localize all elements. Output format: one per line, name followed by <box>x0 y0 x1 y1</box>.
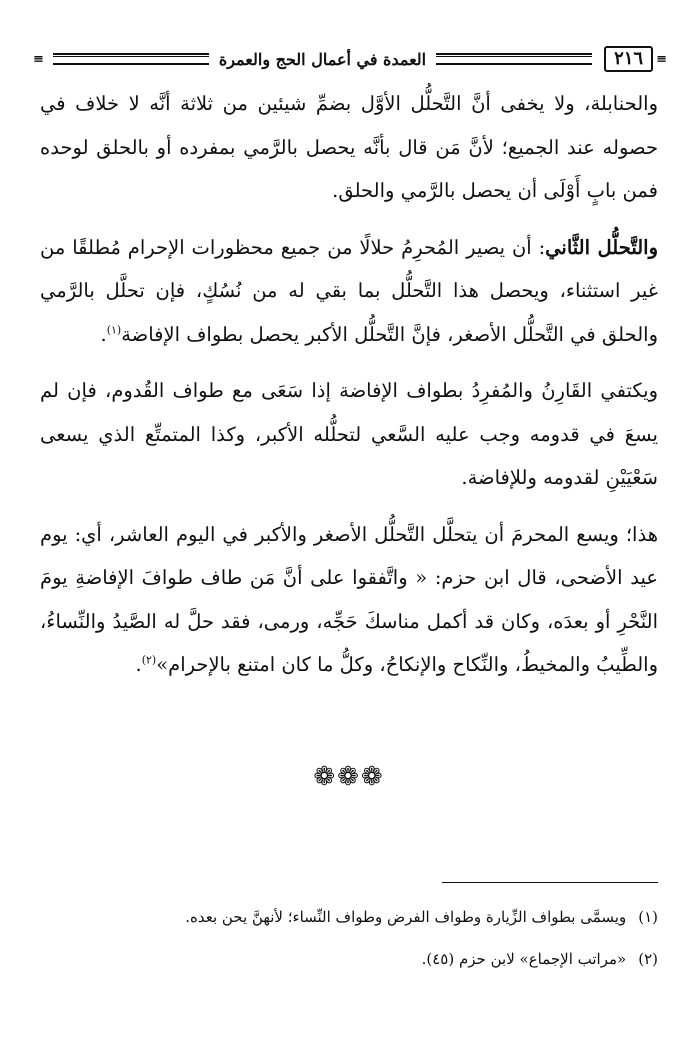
footnote-number: (١) <box>638 908 658 926</box>
paragraph-lead: والتَّحلُّل الثَّاني <box>545 235 658 259</box>
page-number: ٢١٦ <box>604 46 653 72</box>
paragraph <box>40 513 658 687</box>
header-rule-left <box>53 53 209 65</box>
footnote <box>40 896 658 938</box>
header-right-cap: ≡ <box>656 51 667 67</box>
paragraph-text: والحنابلة، ولا يخفى أنَّ التَّحلُّل الأوَّل بضمِّ شيئين من ثلاثة أنَّه لا خلاف في حصوله عند الجميع؛ لأنَّ مَن قال بأنَّه يحصل بالرَّمي بمفرده أو بالحلق لوحده فمن بابٍ أَوْلَى أن يحصل بالرَّمي والحلق. <box>40 92 658 202</box>
footnote-text: ويسمَّى بطواف الزِّيارة وطواف الفرض وطواف النِّساء؛ لأنهنَّ يحن بعده. <box>185 908 627 926</box>
running-title: العمدة في أعمال الحج والعمرة <box>218 49 427 69</box>
footnote-ref[interactable]: (١) <box>106 323 122 336</box>
section-ornament: ❁❁❁ <box>313 762 385 792</box>
paragraph <box>40 226 658 357</box>
paragraph-tail: . <box>100 322 107 346</box>
footnote-number: (٢) <box>638 950 658 968</box>
footnote-divider <box>442 882 658 883</box>
paragraph-text: هذا؛ ويسع المحرمَ أن يتحلَّل التَّحلُّل الأصغر والأكبر في اليوم العاشر، أي: يوم عيد الأضحى، قال ابن حزم: « واتَّفقوا على أنَّ مَن طاف طوافَ الإفاضةِ يومَ النَّحْرِ أو بعدَه، وكان قد أكمل مناسكَ حَجِّه، ورمى، فقد حلَّ له الصَّيدُ والنِّساءُ، والطِّيبُ والمخيطُ، والنِّكاح والإنكاحُ، وكلُّ ما كان امتنع بالإحرام» <box>40 522 658 676</box>
header-rule-right <box>436 53 592 65</box>
paragraph <box>40 369 658 500</box>
body-text <box>40 82 658 700</box>
paragraph <box>40 82 658 213</box>
footnotes <box>40 896 658 980</box>
footnote-text: «مراتب الإجماع» لابن حزم (٤٥). <box>421 950 627 968</box>
running-header <box>30 44 670 74</box>
paragraph-text: : أن يصير المُحرِمُ حلالًا من جميع محظورات الإحرام مُطلقًا من غير استثناء، ويحصل هذا التَّحلُّل بما بقي له من نُسُكٍ، فإن تحلَّل بالرَّمي والحلق في التَّحلُّل الأصغر، فإنَّ التَّحلُّل الأكبر يحصل بطواف الإفاضة <box>40 235 658 346</box>
paragraph-text: ويكتفي القَارِنُ والمُفرِدُ بطواف الإفاضة إذا سَعَى مع طواف القُدوم، فإن لم يسعَ في قدومه وجب عليه السَّعي لتحلُّله الأكبر، وكذا المتمتِّع الذي يسعى سَعْيَيْنِ لقدومه وللإفاضة. <box>40 379 658 489</box>
paragraph-tail: . <box>135 653 142 676</box>
footnote <box>40 938 658 980</box>
header-left-cap: ≡ <box>32 51 44 67</box>
footnote-ref[interactable]: (٢) <box>141 653 157 667</box>
